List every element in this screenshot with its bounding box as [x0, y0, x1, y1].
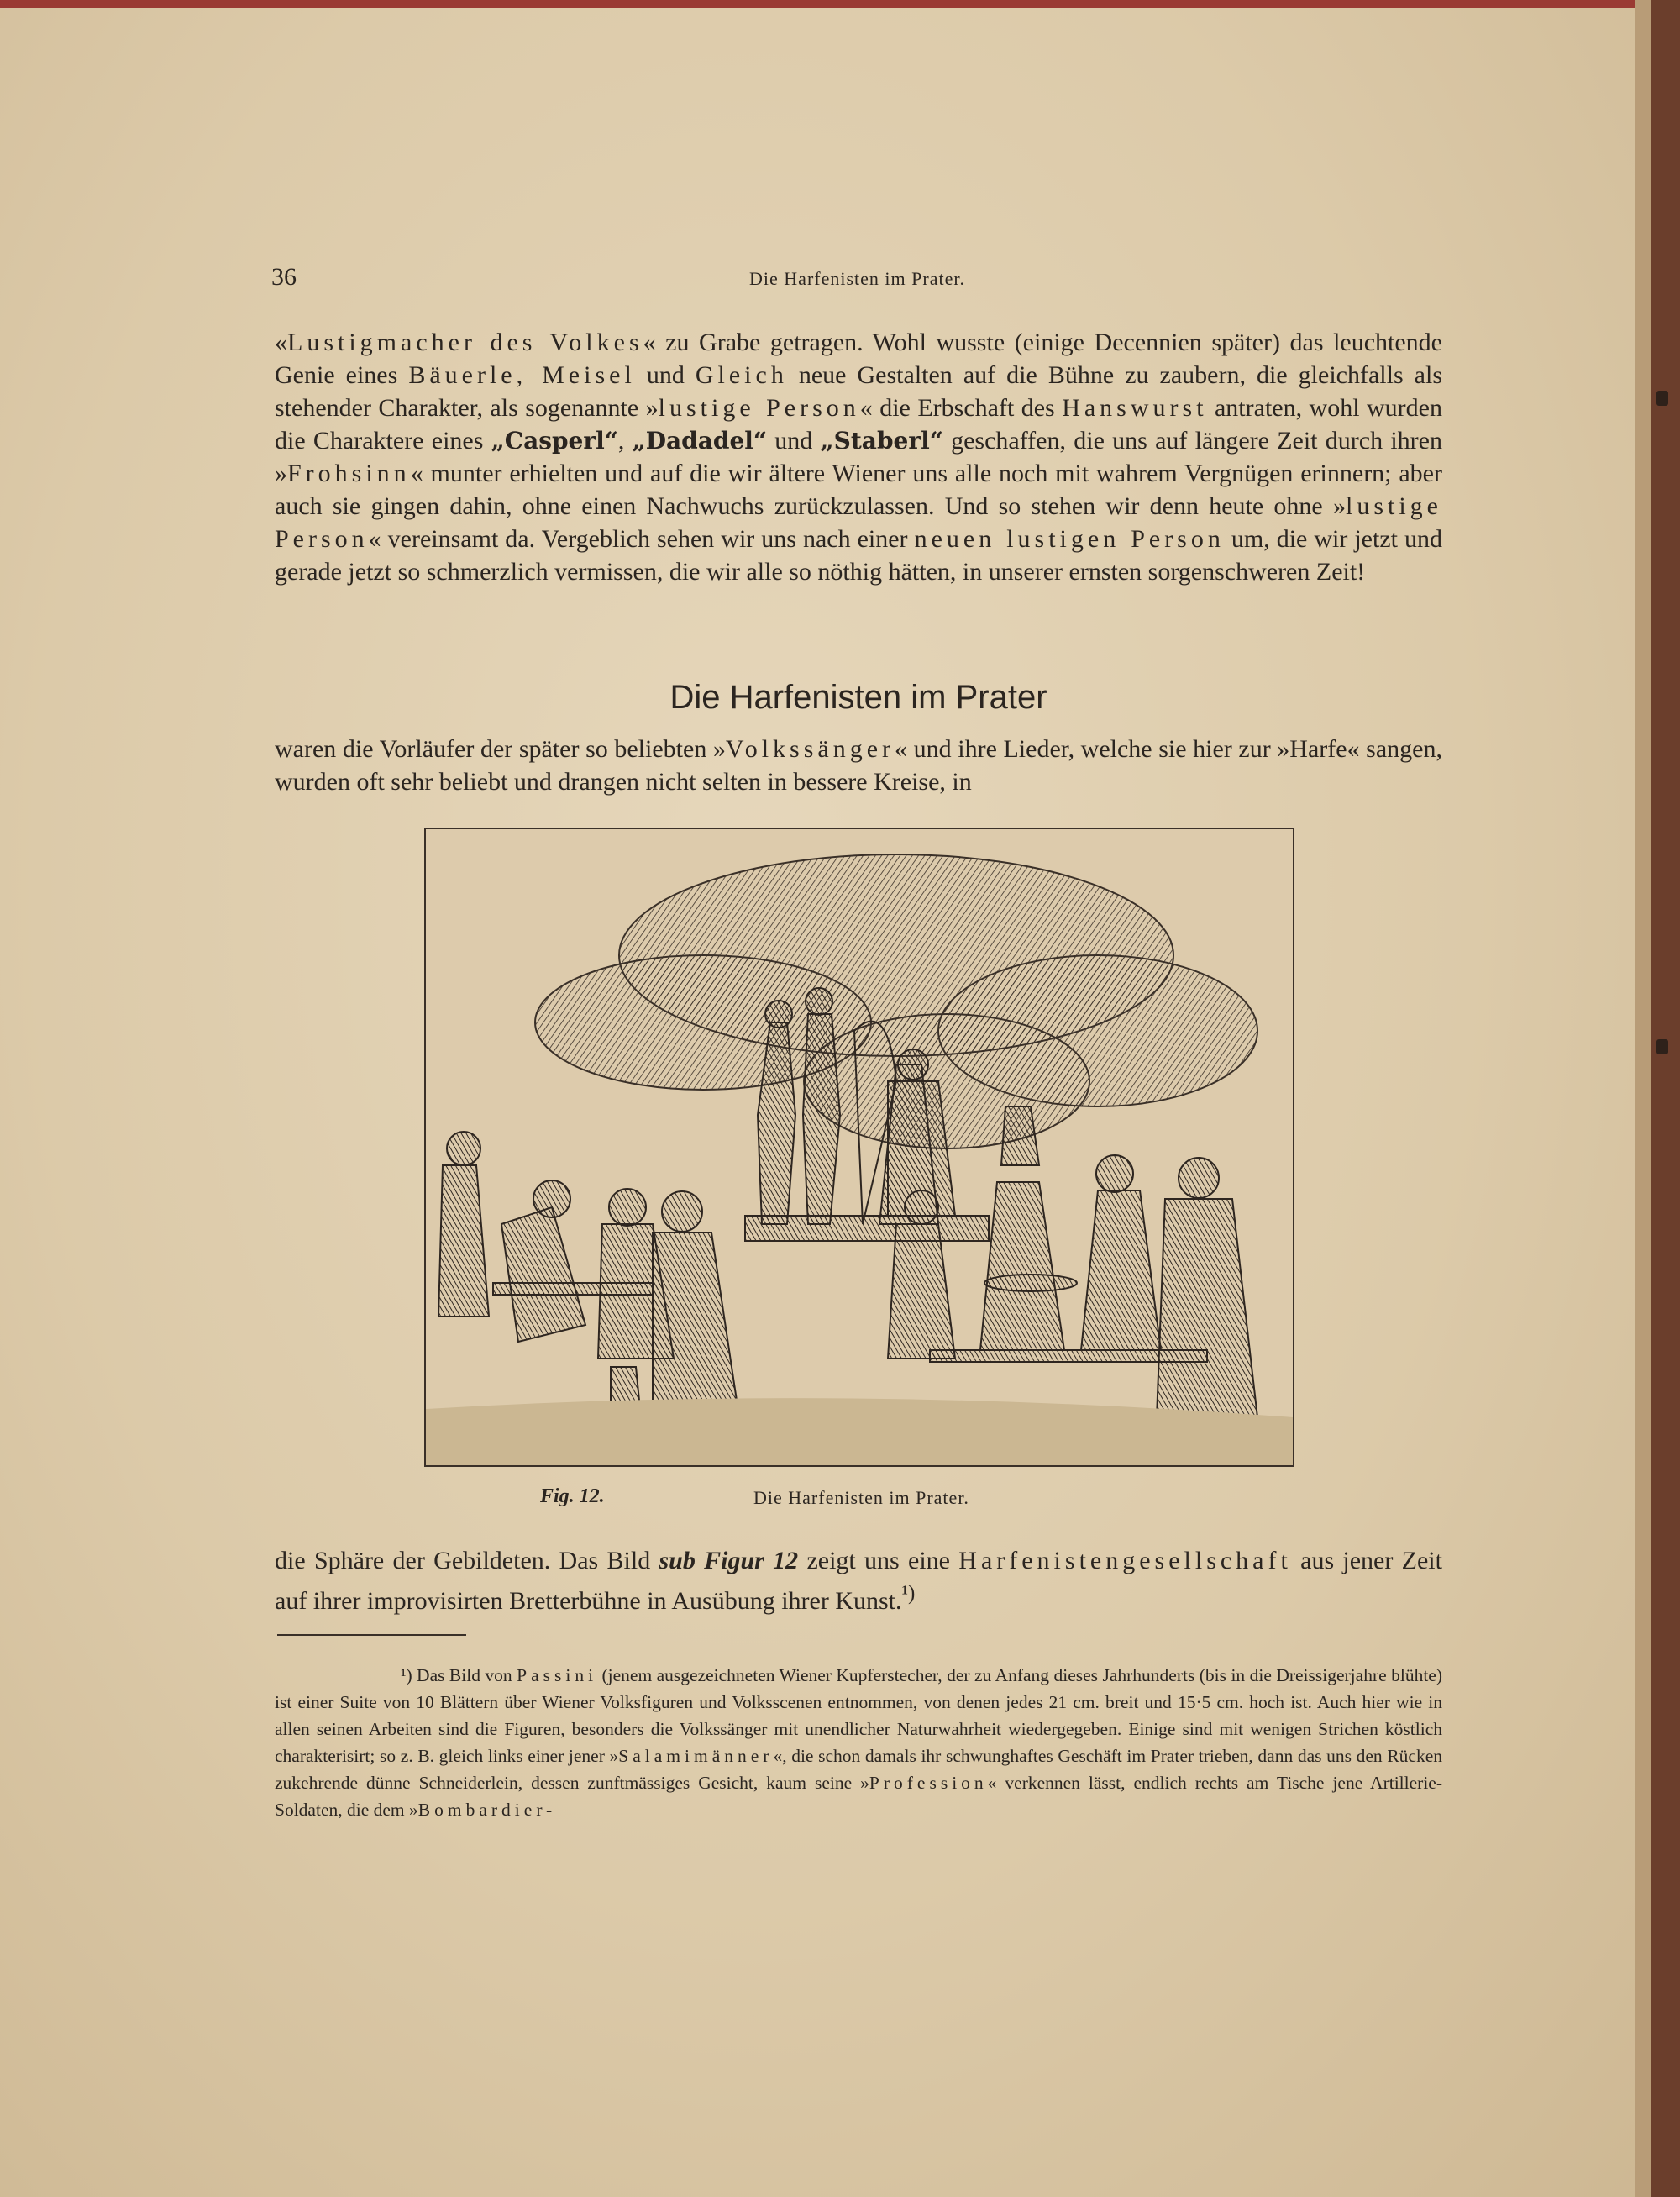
spaced-text: lustige Person [658, 394, 860, 422]
text-run: geschaffen, die uns auf längere Zeit durch ihren » [275, 427, 1442, 487]
paragraph-3 [275, 1544, 1442, 1617]
spaced-text: Passini [517, 1665, 598, 1685]
text-run: waren die Vorläufer der später so beliebten » [275, 735, 726, 763]
footnote-marker: ¹) [901, 1582, 916, 1605]
running-title: Die Harfenisten im Prater. [749, 268, 965, 289]
footnote-rule [277, 1634, 466, 1636]
blackletter-name: „Casperl“ [491, 427, 618, 455]
engraving-illustration [424, 828, 1294, 1467]
text-run: « [275, 328, 287, 356]
page-header [271, 263, 1443, 297]
figure-reference: sub Figur 12 [659, 1547, 799, 1574]
text-run: und [635, 361, 696, 389]
text-run: (jenem ausgezeichneten Wiener Kupferstecher, der zu Anfang dieses Jahrhunderts (bis in die Dreissigerjahre blühte) ist einer Suite von 10 Blättern über Wiener Volksfiguren und Volksscenen entnommen, von denen jedes 21 cm. breit und 15·5 cm. hoch ist. Auch hier wie in allen seinen Arbeiten sind die Figuren, besonders die Volkssänger mit unendlicher Naturwahrheit wiedergegeben. Einige sind mit wenigen Strichen köstlich charakterisirt; so z. B. gleich links einer jener » [275, 1665, 1442, 1766]
spaced-text: Profession [869, 1773, 988, 1793]
page-edge [1635, 0, 1651, 2197]
spaced-text: Gleich [695, 361, 788, 389]
binding-notch [1656, 1039, 1668, 1054]
spaced-text: lustige Person [275, 492, 1442, 553]
spaced-text: Lustigmacher des Volkes [287, 328, 643, 356]
blackletter-name: „Dadadel“ [632, 427, 768, 455]
figure-caption [424, 1485, 1291, 1514]
spaced-text: Frohsinn [287, 460, 411, 487]
spaced-text: Bäuerle, Meisel [408, 361, 636, 389]
binding-notch [1656, 391, 1668, 406]
text-run: « zu Grabe getragen. Wohl wusste (einige Decennien später) das leuchtende Genie eines [275, 328, 1442, 389]
text-run: und [767, 427, 821, 455]
page-number: 36 [271, 263, 297, 291]
text-run: die Sphäre der Gebildeten. Das Bild [275, 1547, 659, 1574]
text-run: « munter erhielten und auf die wir ältere Wiener uns alle noch mit wahrem Vergnügen erinnern; aber auch sie gingen dahin, ohne einen Nachwuchs zurückzulassen. Und so stehen wir denn heute ohne » [275, 460, 1442, 520]
text-run: « verkennen lässt, endlich rechts am Tische jene Artillerie-Soldaten, die dem » [275, 1773, 1442, 1820]
text-run: « und ihre Lieder, welche sie hier zur »Harfe« sangen, wurden oft sehr beliebt und drangen nicht selten in bessere Kreise, in [275, 735, 1442, 796]
figure-title: Die Harfenisten im Prater. [753, 1487, 969, 1508]
spaced-text: Volkssänger [725, 735, 895, 763]
book-binding [1651, 0, 1680, 2197]
text-run: antraten, wohl wurden die Charaktere eines [275, 394, 1442, 455]
text-run: « die Erbschaft des [859, 394, 1063, 422]
paragraph-1 [275, 326, 1442, 588]
text-run: um, die wir jetzt und gerade jetzt so schmerzlich vermissen, die wir alle so nöthig hätten, in unserer ernsten sorgenschweren Zeit! [275, 525, 1442, 586]
harpists-in-prater-engraving [426, 829, 1293, 1465]
section-heading: Die Harfenisten im Prater [669, 679, 1047, 716]
paragraph-2 [275, 733, 1442, 798]
text-run: « vereinsamt da. Vergeblich sehen wir uns nach einer [368, 525, 915, 553]
text-run: neue Gestalten auf die Bühne zu zaubern, die gleichfalls als stehender Charakter, als sogenannte » [275, 361, 1442, 422]
text-run: zeigt uns eine [798, 1547, 959, 1574]
spaced-text: Salamimänner [618, 1746, 774, 1766]
top-edge [0, 0, 1680, 8]
footnote [275, 1662, 1442, 1823]
text-run: aus jener Zeit auf ihrer improvisirten Bretterbühne in Ausübung ihrer Kunst. [275, 1547, 1442, 1615]
text-run: ¹) Das Bild von [401, 1665, 517, 1685]
blackletter-name: „Staberl“ [820, 427, 943, 455]
figure-label: Fig. 12. [540, 1485, 605, 1507]
spaced-text: Harfenistengesellschaft [958, 1547, 1292, 1574]
spaced-text: Hanswurst [1062, 394, 1208, 422]
spaced-text: neuen lustigen Person [914, 525, 1225, 553]
spaced-text: Bombardier- [417, 1800, 557, 1820]
text-run: , [617, 427, 633, 455]
text-run: «, die schon damals ihr schwunghaftes Geschäft im Prater trieben, dann das uns den Rücken zukehrende dünne Schneiderlein, dessen zunftmässiges Gesicht, kaum seine » [275, 1746, 1442, 1793]
